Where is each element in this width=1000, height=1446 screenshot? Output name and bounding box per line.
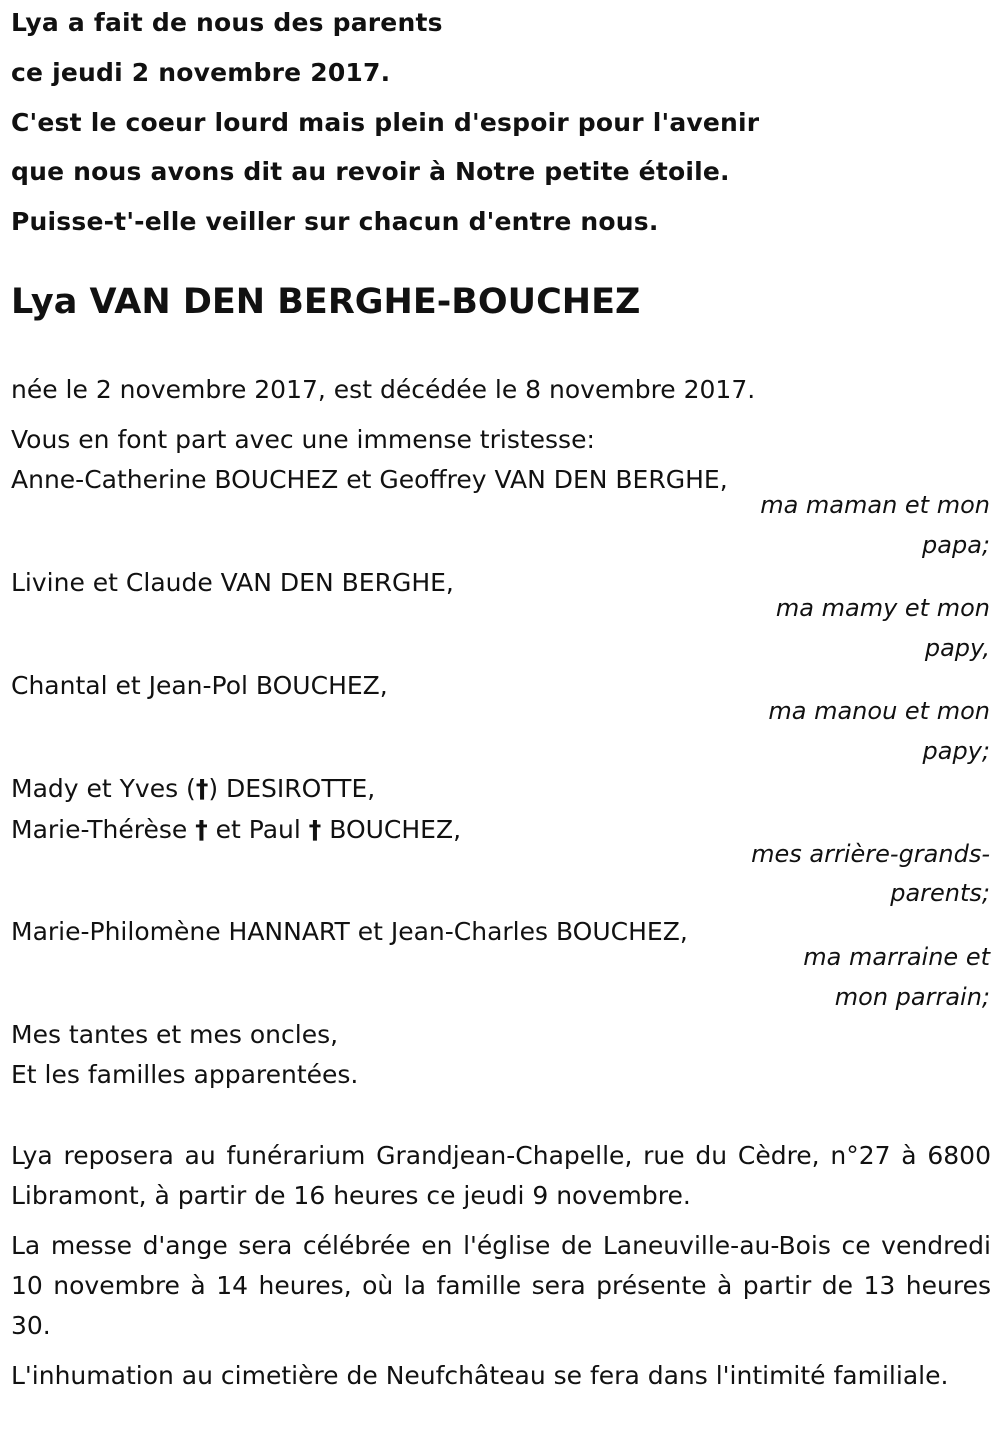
ggp1-text-a: Mady et Yves ( — [11, 774, 196, 803]
funeral-burial-paragraph: L'inhumation au cimetière de Neufchâteau se fera dans l'intimité familiale. — [11, 1361, 949, 1390]
relation-godparents-1: ma marraine et — [803, 943, 990, 971]
intro-line-2: ce jeudi 2 novembre 2017. — [11, 58, 391, 87]
relation-gp2-1: ma manou et mon — [768, 697, 990, 725]
family-parents: Anne-Catherine BOUCHEZ et Geoffrey VAN DEN BERGHE, — [11, 465, 728, 494]
cross-icon: † — [195, 815, 208, 844]
intro-line-5: Puisse-t'-elle veiller sur chacun d'entre nous. — [11, 207, 659, 236]
intro-line-4: que nous avons dit au revoir à Notre petite étoile. — [11, 157, 730, 186]
ggp2-text-c: BOUCHEZ, — [321, 815, 462, 844]
relation-gp2-2: papy; — [922, 737, 990, 765]
family-great-grandparents-2 — [11, 815, 461, 844]
ggp2-text-b: et Paul — [207, 815, 309, 844]
relation-ggp-2: parents; — [890, 879, 990, 907]
family-godparents: Marie-Philomène HANNART et Jean-Charles BOUCHEZ, — [11, 917, 688, 946]
funeral-rest-paragraph: Lya reposera au funérarium Grandjean-Chapelle, rue du Cèdre, n°27 à 6800 Libramont, à partir de 16 heures ce jeudi 9 novembre. — [11, 1141, 991, 1210]
cross-icon: † — [195, 774, 209, 803]
family-great-grandparents-1 — [11, 774, 375, 803]
cross-icon: † — [308, 815, 322, 844]
relation-ggp-1: mes arrière-grands- — [751, 840, 990, 868]
relation-parents-2: papa; — [922, 531, 990, 559]
announce-line: Vous en font part avec une immense tristesse: — [11, 425, 595, 454]
intro-line-3: C'est le coeur lourd mais plein d'espoir pour l'avenir — [11, 108, 760, 137]
dates-line: née le 2 novembre 2017, est décédée le 8 novembre 2017. — [11, 375, 756, 404]
family-grandparents-2: Chantal et Jean-Pol BOUCHEZ, — [11, 671, 388, 700]
relation-godparents-2: mon parrain; — [834, 983, 990, 1011]
deceased-name: Lya VAN DEN BERGHE-BOUCHEZ — [11, 282, 641, 322]
relation-parents-1: ma maman et mon — [760, 491, 990, 519]
ggp2-text-a: Marie-Thérèse — [11, 815, 196, 844]
funeral-mass-paragraph: La messe d'ange sera célébrée en l'église de Laneuville-au-Bois ce vendredi 10 novembre à 14 heures, où la famille sera présente à partir de 13 heures 30. — [11, 1231, 991, 1340]
family-relatives: Et les familles apparentées. — [11, 1060, 359, 1089]
family-grandparents-1: Livine et Claude VAN DEN BERGHE, — [11, 568, 454, 597]
intro-line-1: Lya a fait de nous des parents — [11, 8, 443, 37]
relation-gp1-1: ma mamy et mon — [775, 594, 990, 622]
relation-gp1-2: papy, — [924, 634, 990, 662]
ggp1-text-b: ) DESIROTTE, — [208, 774, 376, 803]
family-aunts-uncles: Mes tantes et mes oncles, — [11, 1020, 339, 1049]
